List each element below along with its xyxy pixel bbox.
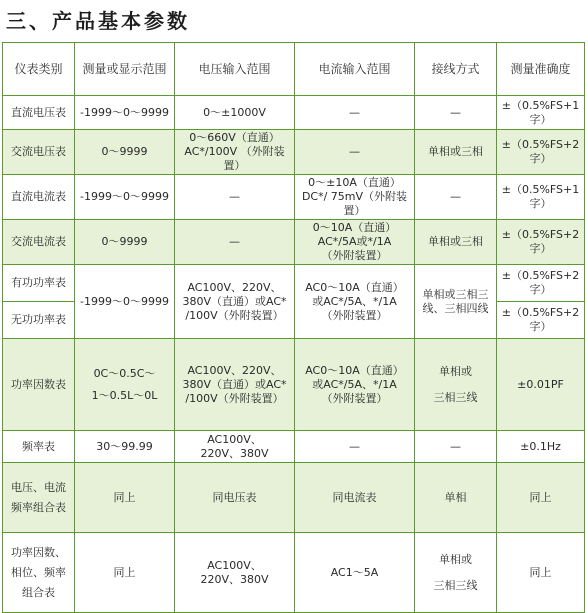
cell-line: 功率因数、 (11, 545, 66, 559)
cell-line: 电压、电流 (11, 480, 66, 494)
cell-type: 无功功率表 (3, 302, 75, 339)
cell-line: 相位、频率 (11, 565, 66, 579)
table-row (3, 175, 585, 220)
section-title: 三、产品基本参数 (6, 9, 190, 33)
cell-type: 交流电流表 (3, 220, 75, 265)
cell-wiring (415, 533, 497, 613)
table-row (3, 533, 585, 613)
cell-line: /100V（外附装置） (185, 308, 284, 322)
cell-range: -1999～0～9999 (75, 265, 175, 339)
cell-line: 组合表 (22, 585, 55, 599)
spec-table (2, 42, 585, 613)
table-row (3, 96, 585, 130)
cell-line: AC0～10A（直通） (305, 363, 404, 377)
cell-line: 单相或 (439, 364, 472, 378)
cell-line: 0～10A（直通） (312, 221, 397, 234)
cell-line: 或AC*/5A、*/1A (312, 377, 397, 391)
cell-wiring: 单相或三相 (415, 130, 497, 175)
cell-line: 0～±10A（直通） (308, 176, 401, 189)
cell-accuracy: ±（0.5%FS+2字） (497, 220, 585, 265)
table-row (3, 339, 585, 431)
cell-wiring: — (415, 96, 497, 130)
cell-line: AC*/100V （外附装置） (184, 145, 285, 172)
cell-type: 频率表 (3, 431, 75, 463)
cell-line: AC100V、220V、 (187, 280, 282, 294)
header-row (3, 43, 585, 96)
cell-accuracy: ±0.01PF (497, 339, 585, 431)
cell-line: AC100V、220V、 (187, 363, 282, 377)
cell-line: 380V（直通）或AC* (182, 294, 287, 308)
cell-wiring: — (415, 431, 497, 463)
header-type: 仪表类别 (3, 43, 75, 96)
cell-accuracy: ±（0.5%FS+2字） (497, 302, 585, 339)
cell-range: -1999～0～9999 (75, 96, 175, 130)
table-row (3, 431, 585, 463)
header-voltage: 电压输入范围 (175, 43, 295, 96)
cell-line: （外附装置） (321, 391, 388, 405)
cell-current: AC1～5A (295, 533, 415, 613)
cell-voltage (175, 339, 295, 431)
table-row (3, 130, 585, 175)
cell-line: 频率组合表 (11, 500, 66, 514)
cell-line: （外附装置） (321, 308, 388, 322)
cell-line: 0C～0.5C～ (93, 366, 156, 380)
cell-type: 功率因数表 (3, 339, 75, 431)
cell-accuracy: 同上 (497, 533, 585, 613)
table-row (3, 463, 585, 533)
cell-line: （外附装置） (321, 249, 388, 262)
cell-line: AC100V、 (207, 432, 262, 446)
table-row (3, 265, 585, 302)
cell-line: 220V、380V (200, 572, 269, 586)
cell-voltage (175, 130, 295, 175)
cell-line: 或AC*/5A、*/1A (312, 294, 397, 308)
cell-wiring (415, 339, 497, 431)
cell-line: /100V（外附装置） (185, 391, 284, 405)
cell-current: — (295, 130, 415, 175)
cell-wiring: 单相或三相 (415, 220, 497, 265)
cell-voltage: — (175, 220, 295, 265)
header-current: 电流输入范围 (295, 43, 415, 96)
cell-accuracy: ±（0.5%FS+1字） (497, 96, 585, 130)
cell-line: 线、三相四线 (422, 301, 489, 315)
cell-range: 同上 (75, 463, 175, 533)
cell-accuracy: ±（0.5%FS+2字） (497, 130, 585, 175)
table-row (3, 220, 585, 265)
cell-line: 1～0.5L～0L (91, 388, 158, 402)
cell-line: 220V、380V (200, 446, 269, 460)
cell-voltage: 0～±1000V (175, 96, 295, 130)
cell-voltage: — (175, 175, 295, 220)
cell-type (3, 463, 75, 533)
cell-line: 三相三线 (433, 390, 478, 404)
cell-voltage: 同电压表 (175, 463, 295, 533)
cell-line: AC100V、 (207, 558, 262, 572)
cell-range: -1999～0～9999 (75, 175, 175, 220)
header-wiring: 接线方式 (415, 43, 497, 96)
cell-accuracy: 同上 (497, 463, 585, 533)
cell-current (295, 339, 415, 431)
cell-current: — (295, 431, 415, 463)
cell-type: 直流电压表 (3, 96, 75, 130)
cell-range: 30～99.99 (75, 431, 175, 463)
cell-type (3, 533, 75, 613)
cell-current (295, 175, 415, 220)
cell-line: 单相或 (439, 552, 472, 566)
cell-line: 三相三线 (433, 578, 478, 592)
cell-current: — (295, 96, 415, 130)
header-range: 测量或显示范围 (75, 43, 175, 96)
cell-wiring (415, 265, 497, 339)
cell-type: 交流电压表 (3, 130, 75, 175)
cell-voltage (175, 265, 295, 339)
cell-range (75, 339, 175, 431)
header-accuracy: 测量准确度 (497, 43, 585, 96)
cell-line: AC0～10A（直通） (305, 280, 404, 294)
cell-wiring: — (415, 175, 497, 220)
cell-accuracy: ±（0.5%FS+2字） (497, 265, 585, 302)
cell-wiring: 单相 (415, 463, 497, 533)
cell-voltage (175, 533, 295, 613)
cell-line: 0～660V（直通） (189, 131, 280, 144)
cell-range: 0～9999 (75, 220, 175, 265)
cell-voltage (175, 431, 295, 463)
cell-line: 380V（直通）或AC* (182, 377, 287, 391)
cell-accuracy: ±0.1Hz (497, 431, 585, 463)
cell-accuracy: ±（0.5%FS+1字） (497, 175, 585, 220)
cell-line: AC*/5A或*/1A (317, 235, 392, 248)
cell-current (295, 220, 415, 265)
cell-current (295, 265, 415, 339)
cell-range: 同上 (75, 533, 175, 613)
cell-type: 直流电流表 (3, 175, 75, 220)
cell-type: 有功功率表 (3, 265, 75, 302)
cell-line: 单相或三相三 (422, 287, 489, 301)
cell-current: 同电流表 (295, 463, 415, 533)
cell-range: 0～9999 (75, 130, 175, 175)
cell-line: DC*/ 75mV（外附装置） (301, 190, 408, 217)
